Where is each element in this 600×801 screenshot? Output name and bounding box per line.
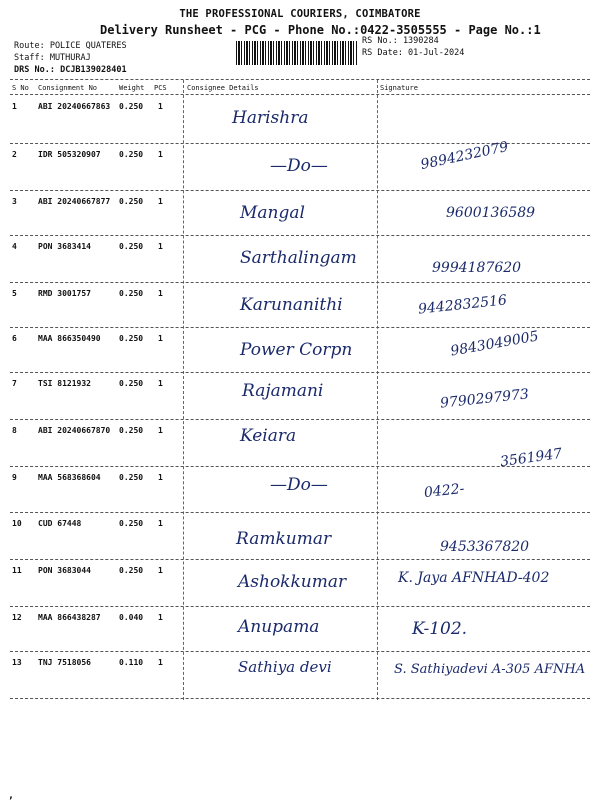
col-header-consignee: Consignee Details bbox=[187, 84, 259, 92]
row-weight: 0.250 bbox=[119, 379, 144, 388]
row-signature-handwritten: 9843049005 bbox=[449, 328, 540, 360]
company-title: THE PROFESSIONAL COURIERS, COIMBATORE bbox=[179, 8, 421, 20]
row-pcs: 1 bbox=[158, 197, 163, 206]
row-sno: 13 bbox=[12, 658, 22, 667]
table-row bbox=[0, 375, 600, 421]
rs-date: RS Date: 01-Jul-2024 bbox=[362, 48, 465, 58]
row-consignment-no: PON 3683414 bbox=[38, 242, 91, 251]
row-signature-handwritten: K. Jaya AFNHAD-402 bbox=[398, 570, 550, 586]
rs-number: RS No.: 1390284 bbox=[362, 36, 439, 46]
row-sno: 3 bbox=[12, 197, 17, 206]
row-signature-handwritten: 9894232079 bbox=[419, 138, 510, 174]
row-consignment-no: MAA 866350490 bbox=[38, 334, 101, 343]
barcode-image bbox=[236, 41, 358, 65]
row-consignment-no: MAA 866438287 bbox=[38, 613, 101, 622]
row-consignment-no: IDR 505320907 bbox=[38, 150, 101, 159]
row-pcs: 1 bbox=[158, 613, 163, 622]
row-sno: 10 bbox=[12, 519, 22, 528]
route-label: Route: POLICE QUATERES bbox=[14, 41, 127, 51]
col-header-weight: Weight bbox=[119, 84, 145, 92]
row-consignee-handwritten: Keiara bbox=[240, 426, 297, 446]
table-row bbox=[0, 138, 600, 192]
row-weight: 0.250 bbox=[119, 150, 144, 159]
row-sno: 4 bbox=[12, 242, 17, 251]
row-pcs: 1 bbox=[158, 473, 163, 482]
row-weight: 0.250 bbox=[119, 334, 144, 343]
row-consignee-handwritten: Sarthalingam bbox=[240, 248, 357, 268]
row-weight: 0.040 bbox=[119, 613, 144, 622]
table-row bbox=[0, 98, 600, 144]
row-consignee-handwritten: Power Corpn bbox=[240, 340, 353, 360]
row-weight: 0.250 bbox=[119, 197, 144, 206]
row-sno: 11 bbox=[12, 566, 22, 575]
row-pcs: 1 bbox=[158, 658, 163, 667]
row-pcs: 1 bbox=[158, 519, 163, 528]
row-weight: 0.250 bbox=[119, 426, 144, 435]
row-divider bbox=[10, 512, 590, 513]
row-pcs: 1 bbox=[158, 242, 163, 251]
table-row bbox=[0, 515, 600, 561]
row-signature-handwritten: 9994187620 bbox=[432, 260, 522, 276]
row-signature-handwritten: 9453367820 bbox=[440, 539, 530, 555]
row-pcs: 1 bbox=[158, 426, 163, 435]
table-row bbox=[0, 654, 600, 700]
table-row bbox=[0, 422, 600, 471]
table-row bbox=[0, 562, 600, 608]
row-sno: 5 bbox=[12, 289, 17, 298]
row-consignee-handwritten: Sathiya devi bbox=[238, 658, 332, 676]
col-header-consignment: Consignment No bbox=[38, 84, 98, 92]
row-sno: 2 bbox=[12, 150, 17, 159]
table-row bbox=[0, 193, 600, 239]
row-consignee-handwritten: Ashokkumar bbox=[238, 572, 347, 592]
row-consignment-no: TNJ 7518056 bbox=[38, 658, 91, 667]
table-row bbox=[0, 609, 600, 655]
row-consignee-handwritten: Rajamani bbox=[242, 381, 324, 401]
col-header-sno: S No bbox=[12, 84, 29, 92]
page-corner-mark: , bbox=[8, 790, 15, 801]
row-consignment-no: MAA 568368604 bbox=[38, 473, 101, 482]
row-divider bbox=[10, 190, 590, 191]
row-consignee-handwritten: —Do— bbox=[270, 156, 328, 176]
table-row bbox=[0, 469, 600, 515]
row-divider bbox=[10, 419, 590, 420]
row-signature-handwritten: 3561947 bbox=[499, 445, 564, 471]
row-weight: 0.250 bbox=[119, 242, 144, 251]
row-pcs: 1 bbox=[158, 289, 163, 298]
row-consignment-no: CUD 67448 bbox=[38, 519, 82, 528]
row-signature-handwritten: 9790297973 bbox=[439, 386, 530, 412]
row-consignee-handwritten: —Do— bbox=[270, 475, 328, 495]
row-signature-handwritten: 0422- bbox=[423, 480, 466, 502]
row-weight: 0.250 bbox=[119, 102, 144, 111]
row-consignment-no: TSI 8121932 bbox=[38, 379, 91, 388]
table-row bbox=[0, 285, 600, 331]
row-divider bbox=[10, 372, 590, 373]
row-weight: 0.250 bbox=[119, 289, 144, 298]
row-consignment-no: RMD 3001757 bbox=[38, 289, 91, 298]
row-pcs: 1 bbox=[158, 566, 163, 575]
row-consignment-no: ABI 20240667877 bbox=[38, 197, 111, 206]
table-top-rule bbox=[10, 79, 590, 80]
row-consignment-no: PON 3683044 bbox=[38, 566, 91, 575]
row-consignee-handwritten: Ramkumar bbox=[236, 529, 332, 549]
row-signature-handwritten: 9600136589 bbox=[446, 205, 536, 221]
row-consignment-no: ABI 20240667863 bbox=[38, 102, 111, 111]
row-sno: 8 bbox=[12, 426, 17, 435]
row-consignee-handwritten: Mangal bbox=[240, 203, 305, 223]
table-row bbox=[0, 238, 600, 284]
row-consignment-no: ABI 20240667870 bbox=[38, 426, 111, 435]
row-consignee-handwritten: Anupama bbox=[238, 617, 320, 637]
row-consignee-handwritten: Harishra bbox=[232, 108, 309, 128]
row-weight: 0.250 bbox=[119, 566, 144, 575]
row-divider bbox=[10, 235, 590, 236]
row-divider bbox=[10, 651, 590, 652]
row-weight: 0.250 bbox=[119, 519, 144, 528]
table-header-rule bbox=[10, 94, 590, 95]
row-divider bbox=[10, 698, 590, 699]
runsheet-title: Delivery Runsheet - PCG - Phone No.:0422-3505555 - Page No.:1 bbox=[100, 23, 541, 37]
row-sno: 1 bbox=[12, 102, 17, 111]
row-divider bbox=[10, 559, 590, 560]
staff-label: Staff: MUTHURAJ bbox=[14, 53, 91, 63]
row-sno: 6 bbox=[12, 334, 17, 343]
row-sno: 12 bbox=[12, 613, 22, 622]
drs-number: DRS No.: DCJB139028401 bbox=[14, 65, 127, 75]
row-pcs: 1 bbox=[158, 102, 163, 111]
row-divider bbox=[10, 606, 590, 607]
col-header-pcs: PCS bbox=[154, 84, 167, 92]
row-signature-handwritten: K-102. bbox=[412, 619, 468, 639]
table-row bbox=[0, 330, 600, 376]
row-divider bbox=[10, 327, 590, 328]
row-pcs: 1 bbox=[158, 150, 163, 159]
row-signature-handwritten: 9442832516 bbox=[417, 292, 508, 318]
row-weight: 0.250 bbox=[119, 473, 144, 482]
row-signature-handwritten: S. Sathiyadevi A-305 AFNHA bbox=[394, 662, 586, 677]
row-weight: 0.110 bbox=[119, 658, 144, 667]
row-pcs: 1 bbox=[158, 379, 163, 388]
row-pcs: 1 bbox=[158, 334, 163, 343]
row-divider bbox=[10, 466, 590, 467]
col-header-signature: Signature bbox=[380, 84, 418, 92]
row-divider bbox=[10, 282, 590, 283]
row-sno: 7 bbox=[12, 379, 17, 388]
row-consignee-handwritten: Karunanithi bbox=[240, 295, 343, 315]
row-sno: 9 bbox=[12, 473, 17, 482]
